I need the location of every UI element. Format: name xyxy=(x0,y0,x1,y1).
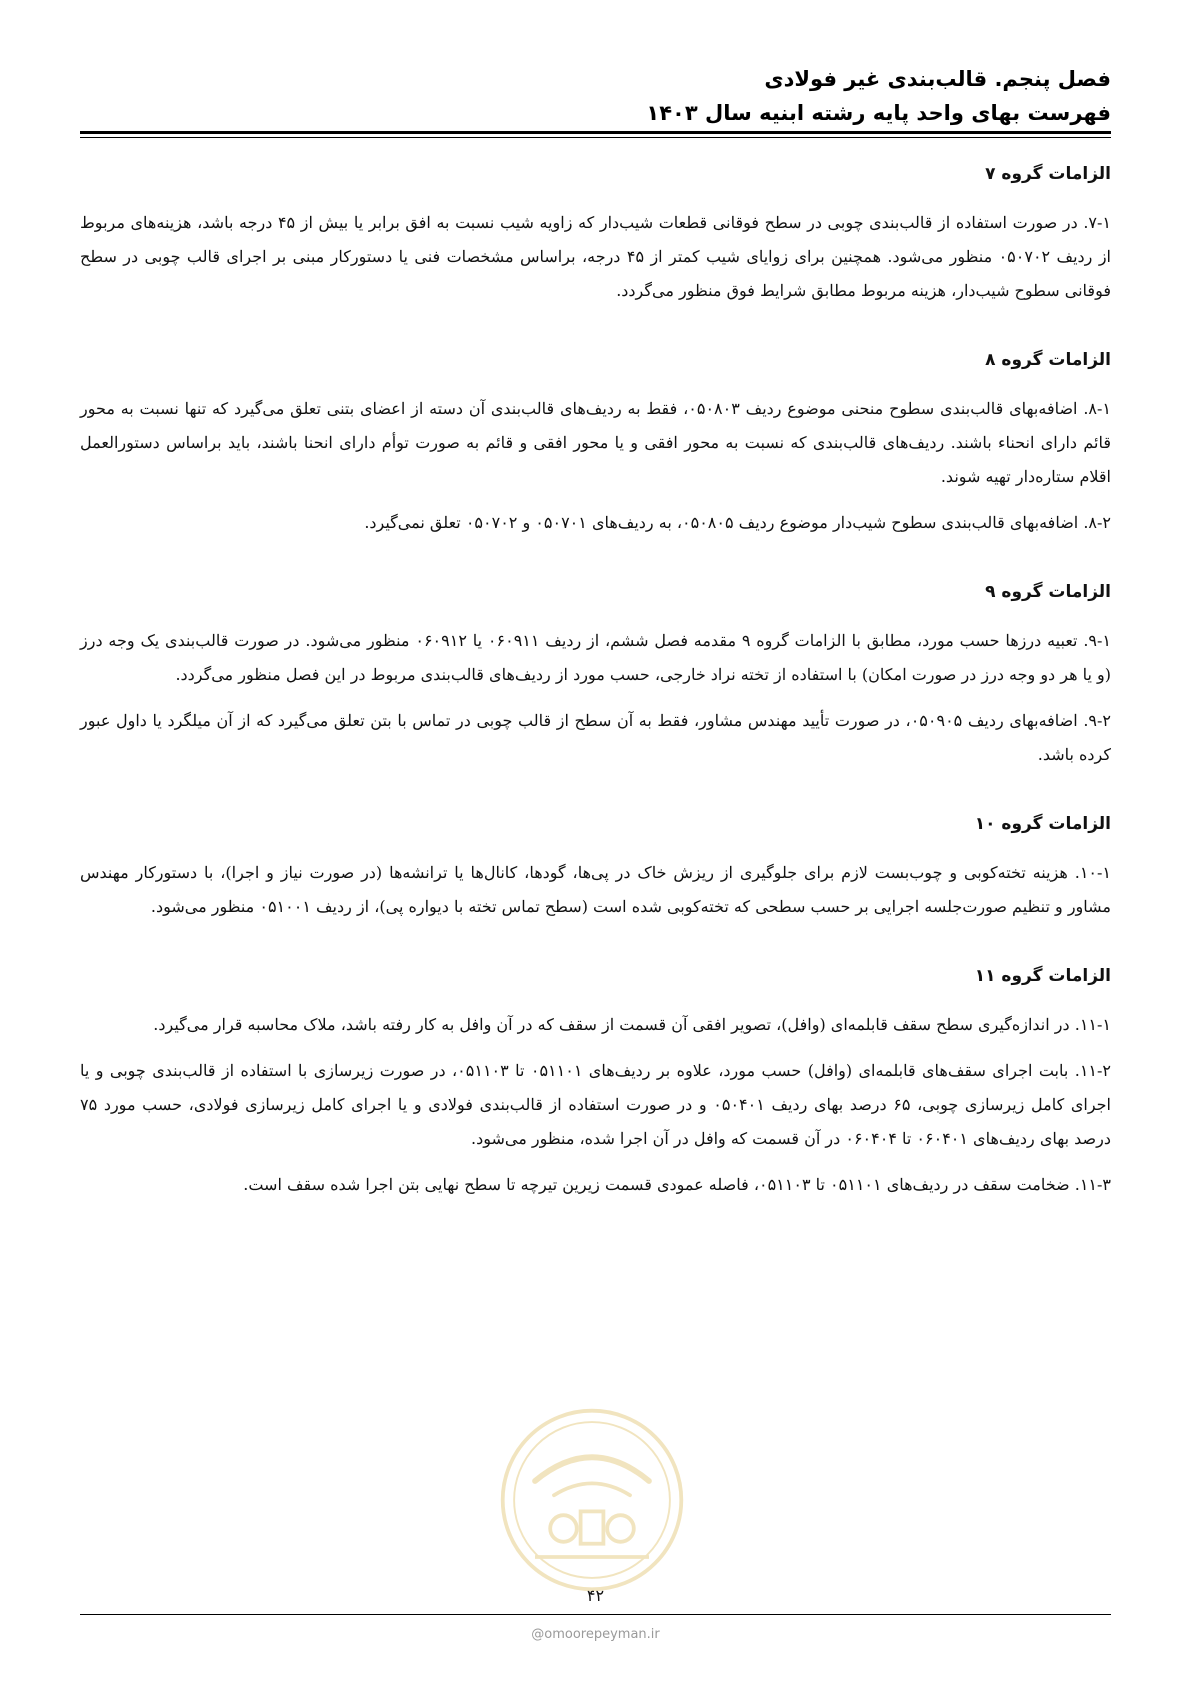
paragraph: ۱۱-۱. در اندازه‌گیری سطح سقف قابلمه‌ای (وافل)، تصویر افقی آن قسمت از سقف که در آن وافل به کار رفته باشد، ملاک محاسبه قرار می‌گیرد. xyxy=(153,1015,1111,1034)
document-title: فهرست بهای واحد پایه رشته ابنیه سال ۱۴۰۳ xyxy=(646,101,1111,125)
section-group-7 xyxy=(80,160,1111,308)
page-number: ۴۲ xyxy=(586,1586,605,1605)
section-title: الزامات گروه ۹ xyxy=(985,582,1111,602)
page-content xyxy=(80,160,1111,1240)
paragraph: ۹-۲. اضافه‌بهای ردیف ۰۵۰۹۰۵، در صورت تأیید مهندس مشاور، فقط به آن سطح از قالب چوبی در تماس با بتن تعلق می‌گیرد که از آن میلگرد یا داول عبور کرده باشد. xyxy=(80,711,1111,764)
section-group-11 xyxy=(80,962,1111,1202)
header-rule-thick xyxy=(80,131,1111,134)
watermark-seal-icon xyxy=(497,1405,687,1595)
section-title: الزامات گروه ۱۰ xyxy=(974,814,1111,834)
footer-rule xyxy=(80,1614,1111,1615)
section-title: الزامات گروه ۷ xyxy=(985,164,1111,184)
website-watermark: @omoorepeyman.ir xyxy=(531,1627,660,1642)
paragraph: ۱۱-۲. بابت اجرای سقف‌های قابلمه‌ای (وافل) حسب مورد، علاوه بر ردیف‌های ۰۵۱۱۰۱ تا ۰۵۱۱۰۳، در صورت زیرسازی با استفاده از قالب‌بندی چوبی و یا اجرای کامل زیرسازی چوبی، ۶۵ درصد بهای ردیف ۰۵۰۴۰۱ و در صورت استفاده از قالب‌بندی فولادی و یا اجرای کامل زیرسازی فولادی، حسب مورد ۷۵ درصد بهای ردیف‌های ۰۶۰۴۰۱ تا ۰۶۰۴۰۴ در آن قسمت که وافل در آن اجرا شده، منظور می‌شود. xyxy=(80,1061,1111,1148)
paragraph: ۸-۱. اضافه‌بهای قالب‌بندی سطوح منحنی موضوع ردیف ۰۵۰۸۰۳، فقط به ردیف‌های قالب‌بندی آن دسته از اعضای بتنی تعلق می‌گیرد که تنها نسبت به محور قائم دارای انحناء باشند. ردیف‌های قالب‌بندی که نسبت به محور افقی و یا محور افقی و قائم به صورت توأم دارای انحنا باشند، باید براساس دستورالعمل اقلام ستاره‌دار تهیه شوند. xyxy=(80,399,1111,486)
chapter-title: فصل پنجم. قالب‌بندی غیر فولادی xyxy=(764,67,1111,91)
paragraph: ۹-۱. تعبیه درزها حسب مورد، مطابق با الزامات گروه ۹ مقدمه فصل ششم، از ردیف ۰۶۰۹۱۱ یا ۰۶۰۹۱۲ منظور می‌شود. در صورت قالب‌بندی یک وجه درز (و یا هر دو وجه درز در صورت امکان) با استفاده از تخته نراد خارجی، حسب مورد از ردیف‌های قالب‌بندی مربوط در این فصل منظور می‌گردد. xyxy=(80,631,1112,684)
paragraph: ۱۰-۱. هزینه تخته‌کوبی و چوب‌بست لازم برای جلوگیری از ریزش خاک در پی‌ها، گودها، کانال‌ها یا ترانشه‌ها (در صورت نیاز و اجرا)، با دستورکار مهندس مشاور و تنظیم صورت‌جلسه اجرایی بر حسب سطحی که تخته‌کوبی شده است (سطح تماس تخته با دیواره پی)، از ردیف ۰۵۱۰۰۱ منظور می‌شود. xyxy=(80,863,1111,916)
page-header xyxy=(80,62,1111,130)
section-group-8 xyxy=(80,346,1111,540)
paragraph: ۸-۲. اضافه‌بهای قالب‌بندی سطوح شیب‌دار موضوع ردیف ۰۵۰۸۰۵، به ردیف‌های ۰۵۰۷۰۱ و ۰۵۰۷۰۲ تعلق نمی‌گیرد. xyxy=(364,513,1111,532)
section-group-10 xyxy=(80,810,1111,924)
section-group-9 xyxy=(80,578,1111,772)
paragraph: ۷-۱. در صورت استفاده از قالب‌بندی چوبی در سطح فوقانی قطعات شیب‌دار که زاویه شیب نسبت به افق برابر یا بیش از ۴۵ درجه باشد، هزینه‌های مربوط از ردیف ۰۵۰۷۰۲ منظور می‌شود. همچنین برای زوایای شیب کمتر از ۴۵ درجه، براساس مشخصات فنی یا دستورکار مبنی بر اجرای قالب چوبی در سطح فوقانی سطوح شیب‌دار، هزینه مربوط مطابق شرایط فوق منظور می‌گردد. xyxy=(80,213,1111,300)
header-rule-thin xyxy=(80,137,1111,138)
section-title: الزامات گروه ۸ xyxy=(985,350,1111,370)
section-title: الزامات گروه ۱۱ xyxy=(974,966,1111,986)
paragraph: ۱۱-۳. ضخامت سقف در ردیف‌های ۰۵۱۱۰۱ تا ۰۵۱۱۰۳، فاصله عمودی قسمت زیرین تیرچه تا سطح نهایی بتن اجرا شده سقف است. xyxy=(243,1175,1111,1194)
